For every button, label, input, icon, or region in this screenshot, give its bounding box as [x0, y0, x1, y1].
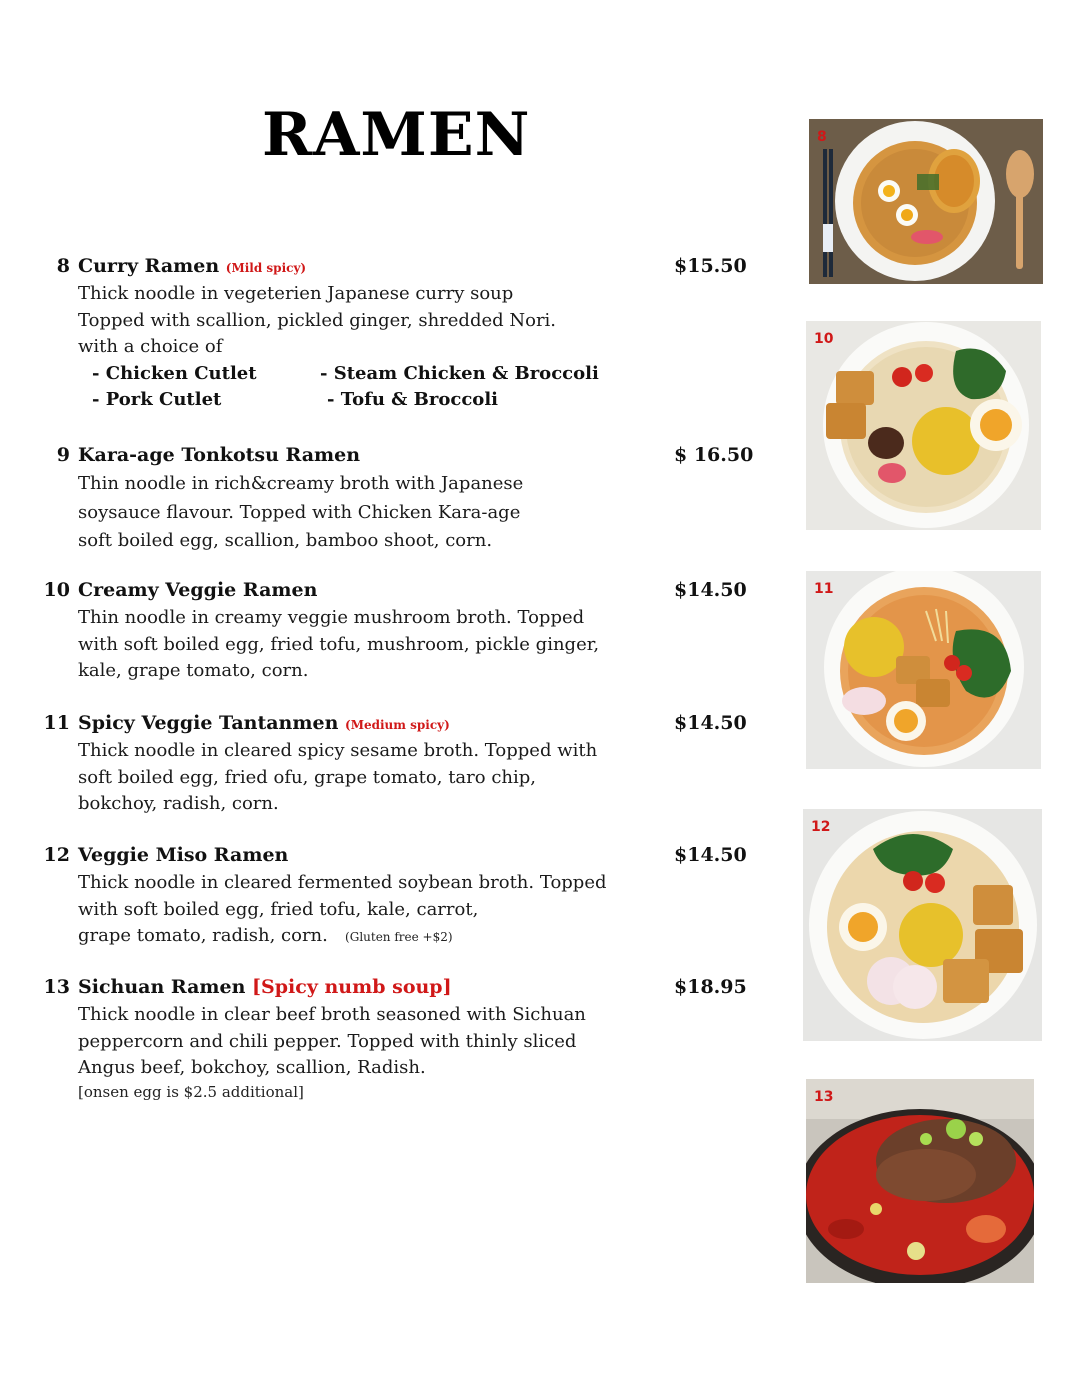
item-name: Kara-age Tonkotsu Ramen	[78, 444, 361, 466]
item-number: 8	[56, 255, 70, 277]
item-name: Spicy Veggie Tantanmen	[78, 712, 339, 734]
item-price: $ 16.50	[674, 444, 754, 466]
onsen-egg-note: [onsen egg is $2.5 additional]	[78, 1082, 304, 1101]
item-number: 13	[43, 976, 70, 998]
photo-creamy-veggie-ramen	[806, 321, 1041, 530]
item-name: Creamy Veggie Ramen	[78, 579, 318, 601]
menu-item-sichuan-ramen	[30, 976, 760, 1102]
item-number: 12	[43, 844, 70, 866]
item-name: Sichuan Ramen	[78, 976, 246, 998]
photo-number-tag: 11	[814, 581, 834, 597]
choice-list	[92, 361, 760, 414]
photo-number-tag: 13	[814, 1089, 834, 1105]
spice-note: (Medium spicy)	[345, 718, 450, 732]
photo-spicy-veggie-tantanmen	[806, 571, 1041, 769]
item-number: 9	[56, 444, 70, 466]
menu-item-veggie-miso-ramen	[30, 844, 760, 951]
photo-veggie-miso-ramen	[803, 809, 1042, 1041]
item-number: 10	[43, 579, 70, 601]
curry-ramen-illustration	[809, 119, 1043, 284]
item-description: Thick noodle in clear beef broth seasoned with Sichuan peppercorn and chili pepper. Topped with thinly sliced Angus beef, bokchoy, scallion, Radish.	[78, 1004, 586, 1078]
item-number: 11	[43, 712, 70, 734]
photo-number-tag: 12	[811, 819, 831, 835]
photo-number-tag: 10	[814, 331, 834, 347]
item-price: $14.50	[674, 579, 747, 601]
item-price: $14.50	[674, 844, 747, 866]
item-description: Thin noodle in creamy veggie mushroom broth. Topped with soft boiled egg, fried tofu, mushroom, pickle ginger, kale, grape tomato, corn.	[78, 607, 600, 681]
spice-note: (Mild spicy)	[225, 261, 307, 275]
spicy-tantanmen-illustration	[806, 571, 1041, 769]
veggie-miso-ramen-illustration	[803, 809, 1042, 1041]
item-name: Veggie Miso Ramen	[78, 844, 289, 866]
gluten-free-note: (Gluten free +$2)	[345, 930, 453, 944]
choice-option: - Pork Cutlet	[92, 389, 222, 410]
menu-item-spicy-veggie-tantanmen	[30, 712, 760, 818]
item-description: Thick noodle in cleared fermented soybean broth. Topped with soft boiled egg, fried tofu, kale, carrot, grape tomato, radish, corn. (Gluten free +$2)	[78, 872, 607, 946]
item-description: Thick noodle in cleared spicy sesame broth. Topped with soft boiled egg, fried ofu, grape tomato, taro chip, bokchoy, radish, corn.	[78, 740, 598, 814]
menu-item-karaage-tonkotsu-ramen	[30, 444, 760, 556]
item-name: Curry Ramen	[78, 255, 220, 277]
menu-item-curry-ramen	[30, 255, 760, 414]
item-price: $18.95	[674, 976, 747, 998]
creamy-veggie-ramen-illustration	[806, 321, 1041, 530]
item-description: Thick noodle in vegeterien Japanese curry soup Topped with scallion, pickled ginger, shredded Nori. with a choice of	[78, 283, 557, 357]
item-price: $15.50	[674, 255, 747, 277]
choice-option: - Chicken Cutlet	[92, 362, 257, 384]
choice-option: - Tofu & Broccoli	[327, 389, 498, 410]
item-description: Thin noodle in rich&creamy broth with Japanese soysauce flavour. Topped with Chicken Kara-age soft boiled egg, scallion, bamboo shoot, corn.	[78, 473, 524, 551]
spice-note: [Spicy numb soup]	[252, 976, 452, 998]
item-price: $14.50	[674, 712, 747, 734]
photo-curry-ramen	[809, 119, 1043, 284]
page-title: RAMEN	[262, 100, 531, 170]
menu-item-creamy-veggie-ramen	[30, 579, 760, 685]
photo-number-tag: 8	[817, 129, 827, 145]
sichuan-ramen-illustration	[806, 1079, 1034, 1283]
photo-sichuan-ramen	[806, 1079, 1034, 1283]
choice-option: - Steam Chicken & Broccoli	[320, 362, 599, 384]
